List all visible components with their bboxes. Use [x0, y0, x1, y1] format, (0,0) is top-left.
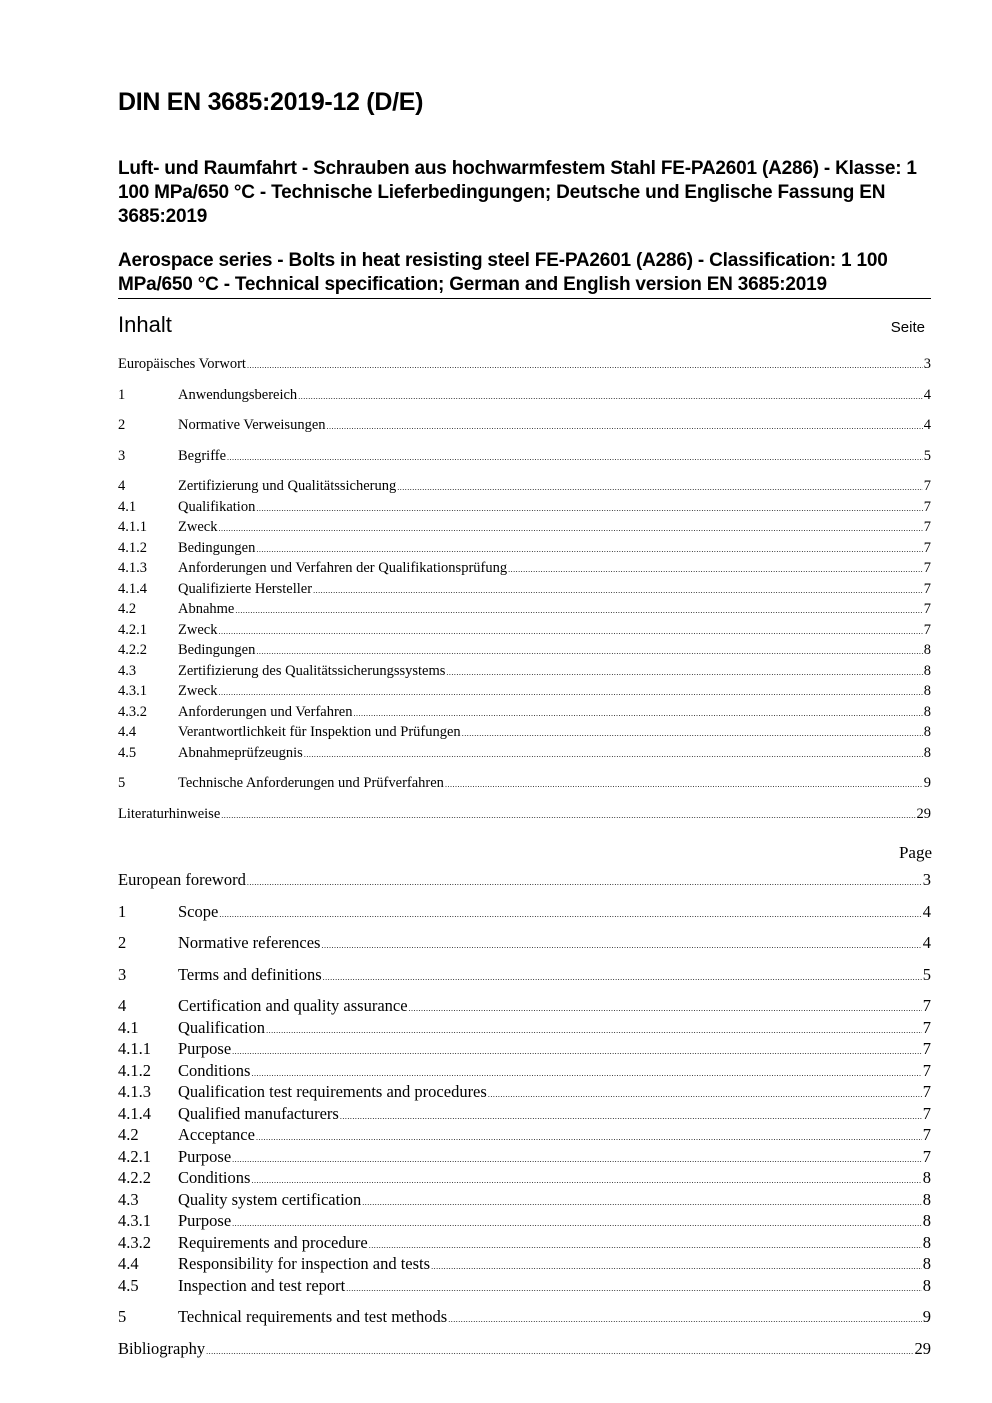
- toc-entry-number: 4.3.1: [118, 1211, 151, 1230]
- toc-entry[interactable]: [118, 540, 931, 561]
- toc-entry-number: 4.4: [118, 724, 137, 740]
- toc-entry-number: 4.3: [118, 662, 137, 679]
- toc-page-label-de: Seite: [890, 319, 925, 336]
- toc-entry-title: Quality system certification: [178, 1189, 362, 1209]
- toc-leader-dots: [397, 478, 923, 495]
- toc-german: [118, 356, 931, 826]
- toc-entry-title: Purpose: [178, 1146, 232, 1166]
- title-divider: [118, 298, 931, 299]
- toc-entry-number: 4.2.1: [118, 1146, 151, 1166]
- toc-leader-dots: [256, 642, 922, 659]
- toc-entry-page: 4: [922, 901, 931, 921]
- toc-entry[interactable]: [118, 1125, 931, 1147]
- toc-entry-number: 4: [118, 996, 127, 1015]
- toc-entry[interactable]: [118, 1211, 931, 1233]
- toc-entry-title: Abnahmeprüfzeugnis: [178, 744, 303, 761]
- toc-entry-page: 7: [923, 560, 931, 576]
- toc-leader-dots: [235, 601, 922, 618]
- toc-entry-number: 4.3.1: [118, 683, 147, 699]
- toc-leader-dots: [298, 387, 923, 404]
- toc-entry[interactable]: [118, 1168, 931, 1190]
- toc-entry-number: 4.1.4: [118, 1103, 151, 1123]
- toc-entry-page: 7: [922, 1039, 931, 1058]
- toc-entry-page: 7: [922, 1125, 931, 1144]
- toc-leader-dots: [431, 1254, 922, 1274]
- toc-entry-page: 8: [923, 744, 931, 761]
- toc-leader-dots: [369, 1233, 922, 1253]
- toc-entry-title: Anwendungsbereich: [178, 386, 298, 403]
- title-english: Aerospace series - Bolts in heat resisting steel FE-PA2601 (A286) - Classification: 1 100 MPa/650 °C - Technical specification; German and English version EN 3685:2019: [118, 250, 888, 295]
- toc-entry-title: Inspection and test report: [178, 1275, 346, 1295]
- toc-entry-page: 7: [923, 580, 931, 597]
- toc-entry-title: Normative references: [178, 933, 321, 952]
- toc-leader-dots: [251, 1168, 921, 1188]
- toc-entry-number: 4.2: [118, 1125, 139, 1144]
- toc-leader-dots: [232, 1147, 922, 1167]
- toc-entry-page: 4: [922, 933, 931, 952]
- toc-leader-dots: [206, 1339, 913, 1359]
- toc-entry-title: Requirements and procedure: [178, 1232, 368, 1252]
- toc-english: [118, 870, 931, 1360]
- toc-entry-title: Purpose: [178, 1211, 232, 1230]
- toc-leader-dots: [362, 1190, 921, 1210]
- toc-entry-number: 4.5: [118, 744, 137, 761]
- toc-entry-number: 4.3: [118, 1189, 139, 1209]
- toc-entry-page: 7: [923, 539, 931, 556]
- toc-entry-number: 3: [118, 447, 126, 464]
- toc-leader-dots: [247, 356, 923, 373]
- toc-entry[interactable]: [118, 902, 931, 924]
- toc-entry[interactable]: [118, 560, 931, 581]
- toc-entry[interactable]: [118, 448, 931, 469]
- toc-entry-number: 5: [118, 775, 126, 791]
- toc-entry[interactable]: [118, 1147, 931, 1169]
- toc-entry-page: 8: [922, 1189, 931, 1209]
- toc-entry-number: 4.2.2: [118, 1168, 151, 1187]
- toc-entry[interactable]: [118, 1190, 931, 1212]
- toc-entry-page: 7: [922, 1082, 931, 1101]
- toc-entry[interactable]: [118, 356, 931, 377]
- toc-leader-dots: [448, 1307, 922, 1327]
- toc-entry-title: Verantwortlichkeit für Inspektion und Prüfungen: [178, 724, 461, 740]
- toc-entry[interactable]: [118, 1254, 931, 1276]
- toc-leader-dots: [488, 1082, 922, 1102]
- toc-entry-number: 4.5: [118, 1275, 139, 1295]
- toc-leader-dots: [445, 775, 923, 792]
- toc-entry-title: Qualified manufacturers: [178, 1103, 339, 1123]
- toc-entry-page: 29: [914, 1338, 931, 1358]
- toc-entry[interactable]: [118, 519, 931, 540]
- toc-entry-number: 4.1.4: [118, 580, 147, 597]
- toc-entry-page: 7: [922, 1060, 931, 1080]
- toc-entry-number: 2: [118, 417, 126, 433]
- toc-entry-page: 3: [922, 870, 931, 889]
- toc-entry[interactable]: [118, 1104, 931, 1126]
- toc-entry-number: 4.2: [118, 601, 137, 617]
- toc-entry-number: 4: [118, 478, 126, 494]
- toc-entry-page: 8: [923, 642, 931, 658]
- toc-entry-page: 5: [922, 964, 931, 984]
- toc-entry-number: 3: [118, 964, 127, 984]
- toc-entry-page: 8: [922, 1254, 931, 1273]
- toc-leader-dots: [221, 806, 915, 823]
- toc-entry[interactable]: [118, 704, 931, 725]
- toc-entry-page: 7: [923, 519, 931, 535]
- toc-entry-title: Acceptance: [178, 1125, 255, 1144]
- toc-leader-dots: [508, 560, 923, 577]
- toc-entry-number: 4.1.3: [118, 1082, 151, 1101]
- toc-entry-page: 9: [922, 1307, 931, 1326]
- toc-entry-title: Anforderungen und Verfahren der Qualifikationsprüfung: [178, 560, 508, 576]
- toc-entry[interactable]: [118, 1276, 931, 1298]
- toc-leader-dots: [218, 519, 922, 536]
- toc-entry[interactable]: [118, 965, 931, 987]
- toc-entry-page: 8: [922, 1275, 931, 1295]
- toc-entry-title: Responsibility for inspection and tests: [178, 1254, 431, 1273]
- toc-heading: Inhalt: [118, 312, 172, 337]
- toc-entry-number: 4.1.2: [118, 539, 147, 556]
- toc-entry-number: 4.3.2: [118, 1232, 151, 1252]
- toc-entry[interactable]: [118, 806, 931, 827]
- toc-entry-title: Terms and definitions: [178, 964, 322, 984]
- toc-leader-dots: [227, 448, 923, 465]
- toc-leader-dots: [218, 683, 922, 700]
- toc-entry-page: 7: [922, 1146, 931, 1166]
- toc-entry-page: 7: [923, 478, 931, 494]
- toc-entry-page: 8: [923, 683, 931, 699]
- toc-entry-title: Certification and quality assurance: [178, 996, 408, 1015]
- toc-entry-title: Purpose: [178, 1039, 232, 1058]
- toc-entry-page: 4: [923, 417, 931, 433]
- toc-entry[interactable]: [118, 724, 931, 745]
- toc-entry[interactable]: [118, 775, 931, 796]
- toc-entry-title: Zweck: [178, 621, 218, 638]
- toc-entry-page: 8: [922, 1211, 931, 1230]
- toc-leader-dots: [218, 622, 922, 639]
- toc-entry[interactable]: [118, 1233, 931, 1255]
- toc-leader-dots: [346, 1276, 922, 1296]
- toc-entry-title: Zweck: [178, 683, 218, 699]
- toc-leader-dots: [353, 704, 922, 721]
- toc-entry[interactable]: [118, 622, 931, 643]
- toc-entry[interactable]: [118, 870, 931, 892]
- toc-entry-page: 7: [922, 996, 931, 1015]
- toc-entry-number: 4.1.2: [118, 1060, 151, 1080]
- toc-entry-number: 4.2.2: [118, 642, 147, 658]
- toc-entry-number: 4.2.1: [118, 621, 147, 638]
- toc-entry[interactable]: [118, 1039, 931, 1061]
- toc-leader-dots: [327, 417, 923, 434]
- toc-entry[interactable]: [118, 1339, 931, 1361]
- toc-entry[interactable]: [118, 1307, 931, 1329]
- toc-entry-number: 4.1.1: [118, 1039, 151, 1058]
- toc-entry-number: 1: [118, 386, 126, 403]
- toc-page-label-en: Page: [898, 843, 932, 862]
- toc-entry[interactable]: [118, 996, 931, 1018]
- toc-entry-title: Zweck: [178, 519, 218, 535]
- toc-entry-number: 4.1: [118, 498, 137, 515]
- toc-entry-title: Qualification: [178, 1017, 266, 1037]
- toc-entry[interactable]: [118, 663, 931, 684]
- toc-entry-page: 8: [922, 1168, 931, 1187]
- toc-leader-dots: [340, 1104, 922, 1124]
- toc-entry-page: 8: [923, 703, 931, 720]
- document-id: DIN EN 3685:2019-12 (D/E): [118, 88, 424, 116]
- toc-entry[interactable]: [118, 1018, 931, 1040]
- toc-entry-title: Normative Verweisungen: [178, 417, 326, 433]
- toc-entry-title: Conditions: [178, 1060, 251, 1080]
- title-german: Luft- und Raumfahrt - Schrauben aus hochwarmfestem Stahl FE-PA2601 (A286) - Klasse: 1 100 MPa/650 °C - Technische Lieferbedingungen; Deutsche und Englische Fassung EN 3685:2019: [118, 158, 917, 227]
- toc-entry-page: 7: [922, 1103, 931, 1123]
- toc-entry[interactable]: [118, 601, 931, 622]
- toc-entry-number: 4.1.3: [118, 560, 147, 576]
- toc-entry-title: Bedingungen: [178, 539, 256, 556]
- toc-leader-dots: [266, 1018, 922, 1038]
- toc-leader-dots: [232, 1039, 922, 1059]
- toc-entry-title: Conditions: [178, 1168, 251, 1187]
- toc-leader-dots: [219, 902, 921, 922]
- toc-entry-title: Zertifizierung des Qualitätssicherungssystems: [178, 662, 446, 679]
- toc-entry-title: Anforderungen und Verfahren: [178, 703, 353, 720]
- toc-entry-page: 8: [923, 662, 931, 679]
- toc-entry[interactable]: [118, 581, 931, 602]
- toc-entry-title: Abnahme: [178, 601, 235, 617]
- toc-entry-title: Qualification test requirements and procedures: [178, 1082, 487, 1101]
- toc-entry-page: 3: [923, 356, 931, 372]
- toc-entry-title: Qualifikation: [178, 498, 256, 515]
- toc-entry-page: 29: [916, 805, 931, 822]
- toc-entry-title: Technische Anforderungen und Prüfverfahren: [178, 775, 444, 791]
- toc-leader-dots: [409, 996, 922, 1016]
- toc-entry-page: 7: [923, 621, 931, 638]
- toc-entry[interactable]: [118, 387, 931, 408]
- toc-entry-title: Zertifizierung und Qualitätssicherung: [178, 478, 397, 494]
- toc-entry-page: 8: [923, 724, 931, 740]
- toc-leader-dots: [462, 724, 923, 741]
- toc-entry[interactable]: [118, 499, 931, 520]
- toc-entry-number: 4.1: [118, 1017, 139, 1037]
- toc-leader-dots: [256, 1125, 922, 1145]
- toc-leader-dots: [256, 499, 922, 516]
- toc-entry-page: 8: [922, 1232, 931, 1252]
- toc-entry[interactable]: [118, 1061, 931, 1083]
- toc-leader-dots: [446, 663, 922, 680]
- toc-leader-dots: [304, 745, 923, 762]
- toc-entry[interactable]: [118, 417, 931, 438]
- toc-leader-dots: [251, 1061, 921, 1081]
- toc-entry[interactable]: [118, 478, 931, 499]
- toc-entry-title: Bedingungen: [178, 642, 256, 658]
- toc-entry-title: Qualifizierte Hersteller: [178, 580, 313, 597]
- toc-entry-page: 7: [923, 601, 931, 617]
- toc-leader-dots: [256, 540, 922, 557]
- toc-entry-number: 5: [118, 1307, 127, 1326]
- toc-entry[interactable]: [118, 683, 931, 704]
- toc-entry-number: 4.4: [118, 1254, 139, 1273]
- toc-entry[interactable]: [118, 745, 931, 766]
- toc-entry-page: 7: [922, 1017, 931, 1037]
- toc-entry-title: Literaturhinweise: [118, 805, 221, 822]
- toc-entry[interactable]: [118, 642, 931, 663]
- toc-entry-title: European foreword: [118, 870, 246, 889]
- toc-entry-number: 4.1.1: [118, 519, 147, 535]
- toc-entry[interactable]: [118, 1082, 931, 1104]
- toc-entry-title: Begriffe: [178, 447, 227, 464]
- toc-entry-page: 9: [923, 775, 931, 791]
- toc-entry-number: 1: [118, 901, 127, 921]
- toc-entry-title: Technical requirements and test methods: [178, 1307, 448, 1326]
- toc-entry-title: Bibliography: [118, 1338, 206, 1358]
- toc-entry-page: 7: [923, 498, 931, 515]
- toc-entry-number: 2: [118, 933, 127, 952]
- toc-leader-dots: [313, 581, 923, 598]
- toc-entry-number: 4.3.2: [118, 703, 147, 720]
- toc-entry-title: Scope: [178, 901, 219, 921]
- toc-leader-dots: [323, 965, 922, 985]
- toc-leader-dots: [247, 870, 922, 890]
- toc-entry-page: 4: [923, 386, 931, 403]
- toc-leader-dots: [232, 1211, 922, 1231]
- toc-entry[interactable]: [118, 933, 931, 955]
- toc-leader-dots: [321, 933, 921, 953]
- toc-entry-title: Europäisches Vorwort: [118, 356, 246, 372]
- toc-entry-page: 5: [923, 447, 931, 464]
